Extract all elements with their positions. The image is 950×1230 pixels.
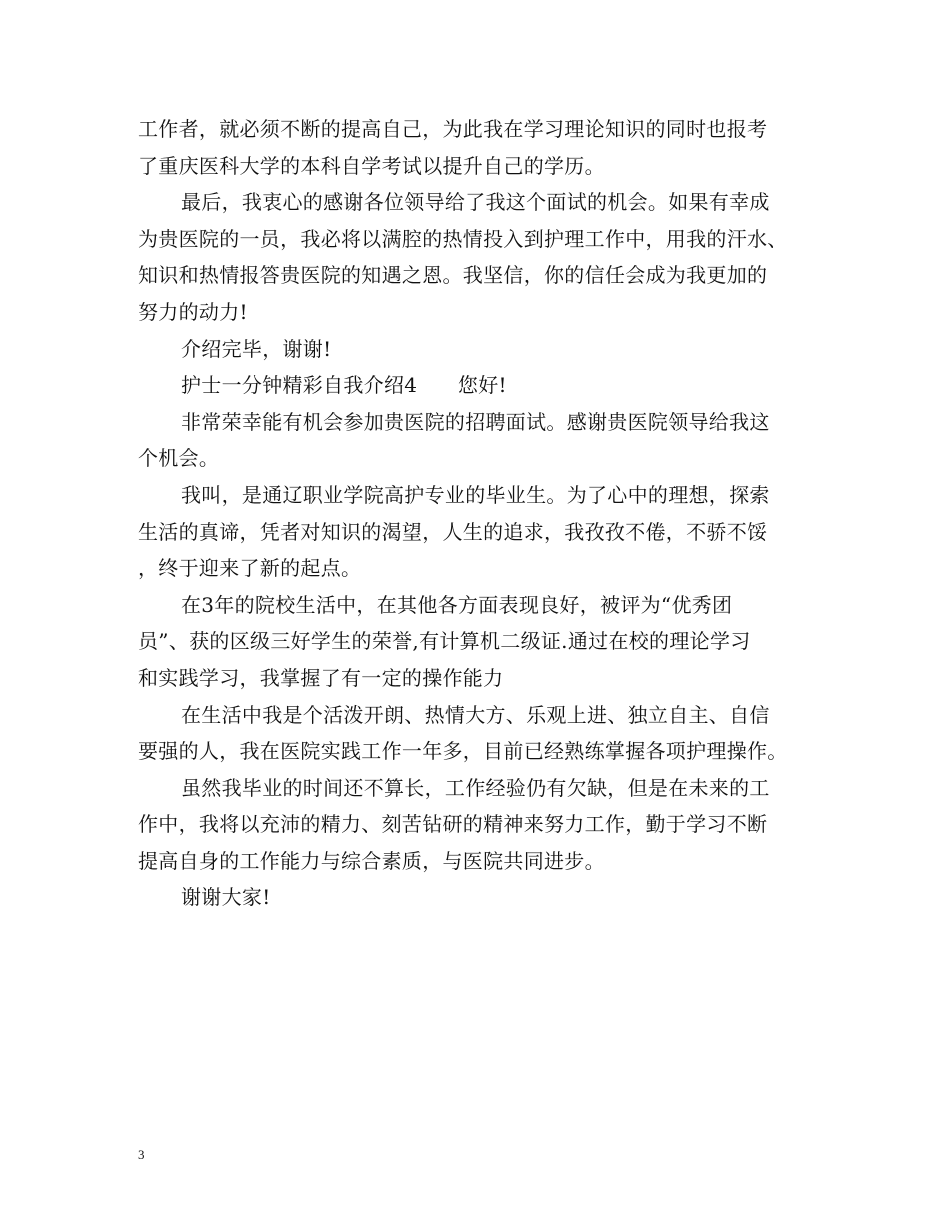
text-line: 谢谢大家! <box>181 885 271 910</box>
text-line: 要强的人，我在医院实践工作一年多，目前已经熟练掌握各项护理操作。 <box>138 739 788 764</box>
text-line: 虽然我毕业的时间还不算长，工作经验仍有欠缺，但是在未来的工 <box>181 775 770 800</box>
text-line: 工作者，就必须不断的提高自己，为此我在学习理论知识的同时也报考 <box>138 117 768 141</box>
text-line: 在3年的院校生活中，在其他各方面表现良好，被评为“优秀团 <box>181 592 733 617</box>
text-line: 个机会。 <box>138 446 220 471</box>
text-line: ，终于迎来了新的起点。 <box>138 556 362 581</box>
document-body <box>138 111 828 916</box>
text-line: 了重庆医科大学的本科自学考试以提升自己的学历。 <box>138 153 605 178</box>
text-line: 和实践学习，我掌握了有一定的操作能力 <box>138 665 504 690</box>
text-line: 知识和热情报答贵医院的知遇之恩。我坚信，你的信任会成为我更加的 <box>138 263 768 288</box>
text-line: 员”、获的区级三好学生的荣誉,有计算机二级证.通过在校的理论学习 <box>138 629 751 654</box>
text-line: 在生活中我是个活泼开朗、热情大方、乐观上进、独立自主、自信 <box>181 702 770 727</box>
text-line: 非常荣幸能有机会参加贵医院的招聘面试。感谢贵医院领导给我这 <box>181 409 770 434</box>
text-line: 作中，我将以充沛的精力、刻苦钻研的精神来努力工作，勤于学习不断 <box>138 812 768 837</box>
text-line: 努力的动力! <box>138 299 248 324</box>
text-line: 为贵医院的一员，我必将以满腔的热情投入到护理工作中，用我的汗水、 <box>138 226 788 251</box>
text-line: 我叫，是通辽职业学院高护专业的毕业生。为了心中的理想，探索 <box>181 482 770 507</box>
text-line: 生活的真谛，凭者对知识的渴望，人生的追求，我孜孜不倦，不骄不馁 <box>138 519 768 544</box>
page-number: 3 <box>138 1147 145 1162</box>
text-line: 介绍完毕，谢谢! <box>181 336 332 361</box>
text-line: 提高自身的工作能力与综合素质，与医院共同进步。 <box>138 848 605 873</box>
section-heading: 护士一分钟精彩自我介绍4 您好! <box>181 373 507 398</box>
text-line: 最后，我衷心的感谢各位领导给了我这个面试的机会。如果有幸成 <box>181 190 770 215</box>
